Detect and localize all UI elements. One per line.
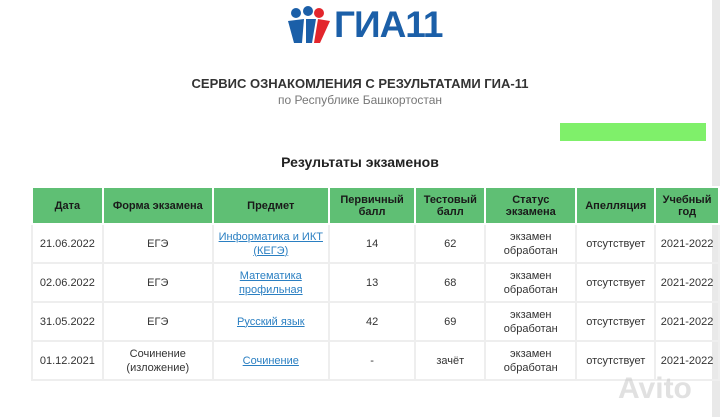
table-row — [32, 263, 719, 302]
subject-link[interactable]: Математика профильная — [238, 269, 303, 296]
table-cell: 14 — [329, 224, 416, 263]
column-header: Статус экзамена — [485, 187, 576, 224]
page-title: СЕРВИС ОЗНАКОМЛЕНИЯ С РЕЗУЛЬТАТАМИ ГИА-11 — [191, 76, 529, 91]
gia11-logo — [286, 4, 442, 46]
table-cell — [213, 224, 329, 263]
table-cell: ЕГЭ — [103, 263, 213, 302]
page-subtitle: по Республике Башкортостан — [277, 93, 443, 107]
table-cell: 69 — [415, 302, 485, 341]
table-cell: отсутствует — [576, 302, 655, 341]
table-cell: - — [329, 341, 416, 380]
table-cell: экзамен обработан — [485, 341, 576, 380]
table-cell — [213, 263, 329, 302]
table-cell: 02.06.2022 — [32, 263, 103, 302]
table-cell: 68 — [415, 263, 485, 302]
table-cell: 13 — [329, 263, 416, 302]
logo-figures-icon — [286, 5, 332, 45]
column-header: Апелляция — [576, 187, 655, 224]
table-row — [32, 302, 719, 341]
table-cell: отсутствует — [576, 224, 655, 263]
table-cell: отсутствует — [576, 263, 655, 302]
table-cell: 01.12.2021 — [32, 341, 103, 380]
table-cell: 2021-2022 — [655, 224, 719, 263]
table-cell: 42 — [329, 302, 416, 341]
highlighted-user-bar — [560, 123, 706, 141]
table-cell: экзамен обработан — [485, 224, 576, 263]
logo-text: ГИА11 — [334, 4, 443, 45]
column-header: Дата — [32, 187, 103, 224]
table-cell: отсутствует — [576, 341, 655, 380]
column-header: Предмет — [213, 187, 329, 224]
table-cell: 2021-2022 — [655, 263, 719, 302]
table-row — [32, 224, 719, 263]
column-header: Первичный балл — [329, 187, 416, 224]
table-cell: 2021-2022 — [655, 341, 719, 380]
table-cell: экзамен обработан — [485, 263, 576, 302]
table-cell: ЕГЭ — [103, 302, 213, 341]
column-header: Форма экзамена — [103, 187, 213, 224]
subject-link[interactable]: Сочинение — [242, 354, 299, 367]
table-row — [32, 341, 719, 380]
section-title: Результаты экзаменов — [281, 154, 439, 170]
table-cell: 21.06.2022 — [32, 224, 103, 263]
column-header: Учебный год — [655, 187, 719, 224]
table-cell: ЕГЭ — [103, 224, 213, 263]
subject-link[interactable]: Информатика и ИКТ (КЕГЭ) — [218, 230, 323, 257]
table-cell: зачёт — [415, 341, 485, 380]
column-header: Тестовый балл — [415, 187, 485, 224]
table-cell: 62 — [415, 224, 485, 263]
table-cell: Сочинение (изложение) — [103, 341, 213, 380]
table-cell — [213, 341, 329, 380]
table-cell: 31.05.2022 — [32, 302, 103, 341]
table-cell: экзамен обработан — [485, 302, 576, 341]
avito-watermark: Avito — [618, 372, 692, 405]
results-table — [31, 186, 720, 381]
subject-link[interactable]: Русский язык — [236, 315, 305, 328]
table-cell — [213, 302, 329, 341]
table-cell: 2021-2022 — [655, 302, 719, 341]
